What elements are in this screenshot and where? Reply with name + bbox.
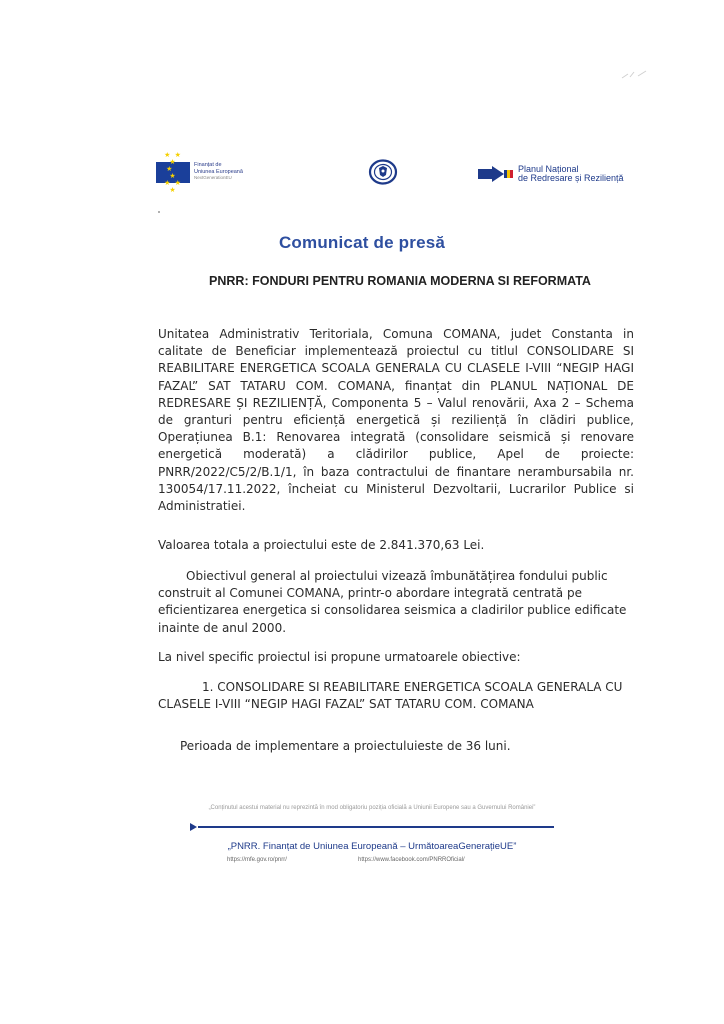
page-title: Comunicat de presă: [278, 233, 446, 252]
footer-rule-line: [198, 826, 554, 828]
scan-dot-mark: [158, 211, 160, 213]
eu-logo-line3: NextGenerationEU: [194, 175, 232, 180]
eu-logo-text: [194, 162, 243, 182]
eu-logo-line1: Finanțat de: [194, 162, 222, 168]
project-value-line: Valoarea totala a proiectului este de 2.841.370,63 Lei.: [158, 538, 485, 552]
footer-disclaimer: „Conținutul acestui material nu reprezintă în mod obligatoriu poziția oficială a Uniunii Europene sau a Guvernului României”: [208, 805, 536, 811]
page-subtitle: PNRR: FONDURI PENTRU ROMANIA MODERNA SI REFORMATA: [209, 274, 591, 288]
eu-flag-icon: ★ ★ ★ ★ ★ ★ ★ ★: [156, 162, 190, 183]
implementation-period-line: Perioada de implementare a proiectuluieste de 36 luni.: [180, 739, 511, 753]
specific-objectives-intro: La nivel specific proiectul isi propune urmatoarele obiective:: [158, 650, 521, 664]
pnrr-logo-text: [518, 165, 624, 183]
eu-funding-logo: [156, 150, 243, 194]
pnrr-logo: [478, 165, 624, 183]
specific-objective-item: 1. CONSOLIDARE SI REABILITARE ENERGETICA SCOALA GENERALA CU CLASELE I-VIII “NEGIP HAGI FAZAL” SAT TATARU COM. COMANA: [158, 680, 623, 712]
eu-logo-line2: Uniunea Europeană: [194, 168, 243, 175]
general-objective-paragraph: Obiectivul general al proiectului vizează îmbunătățirea fondului public construit al Comunei COMANA, printr-o abordare integrată centrată pe eficientizarea energetica si consolidarea seismica a cladirilor publice edificate inainte de anul 2000.: [158, 569, 627, 635]
footer-funding-statement: „PNRR. Finanțat de Uniunea Europeană – UrmătoareaGenerațieUE”: [227, 841, 517, 852]
footer-rule-arrow-icon: [190, 823, 197, 831]
footer-rule: [190, 823, 554, 829]
pen-scribble-mark: [620, 68, 650, 82]
intro-paragraph: Unitatea Administrativ Teritoriala, Comuna COMANA, judet Constanta in calitate de Beneficiar implementează proiectul cu titlul CONSOLIDARE SI REABILITARE ENERGETICA SCOALA GENERALA CU CLASELE I-VIII “NEGIP HAGI FAZAL” SAT TATARU COM. COMANA, finanțat din PLANUL NAȚIONAL DE REDRESARE ȘI REZILIENȚĂ, Componenta 5 – Valul renovării, Axa 2 – Schema de granturi pentru eficiență energetică și reziliență în clădiri publice, Operațiunea B.1: Renovarea integrată (consolidare seismică și renovare energetică moderată) a clădirilor publice, Apel de proiecte: PNRR/2022/C5/2/B.1/1, în baza contractului de finantare nerambursabila nr. 130054/17.11.2022, încheiat cu Ministerul Dezvoltarii, Lucrarilor Publice si Administratiei.: [158, 327, 634, 514]
romanian-government-emblem-icon: [368, 159, 398, 185]
pnrr-arrow-icon: [478, 166, 514, 182]
pnrr-logo-line2: de Redresare și Reziliență: [518, 173, 624, 183]
footer-link-mfe[interactable]: https://mfe.gov.ro/pnrr/: [227, 857, 287, 863]
pnrr-logo-line1: Planul Național: [518, 164, 579, 174]
footer-link-facebook[interactable]: https://www.facebook.com/PNRROficial/: [358, 857, 465, 863]
